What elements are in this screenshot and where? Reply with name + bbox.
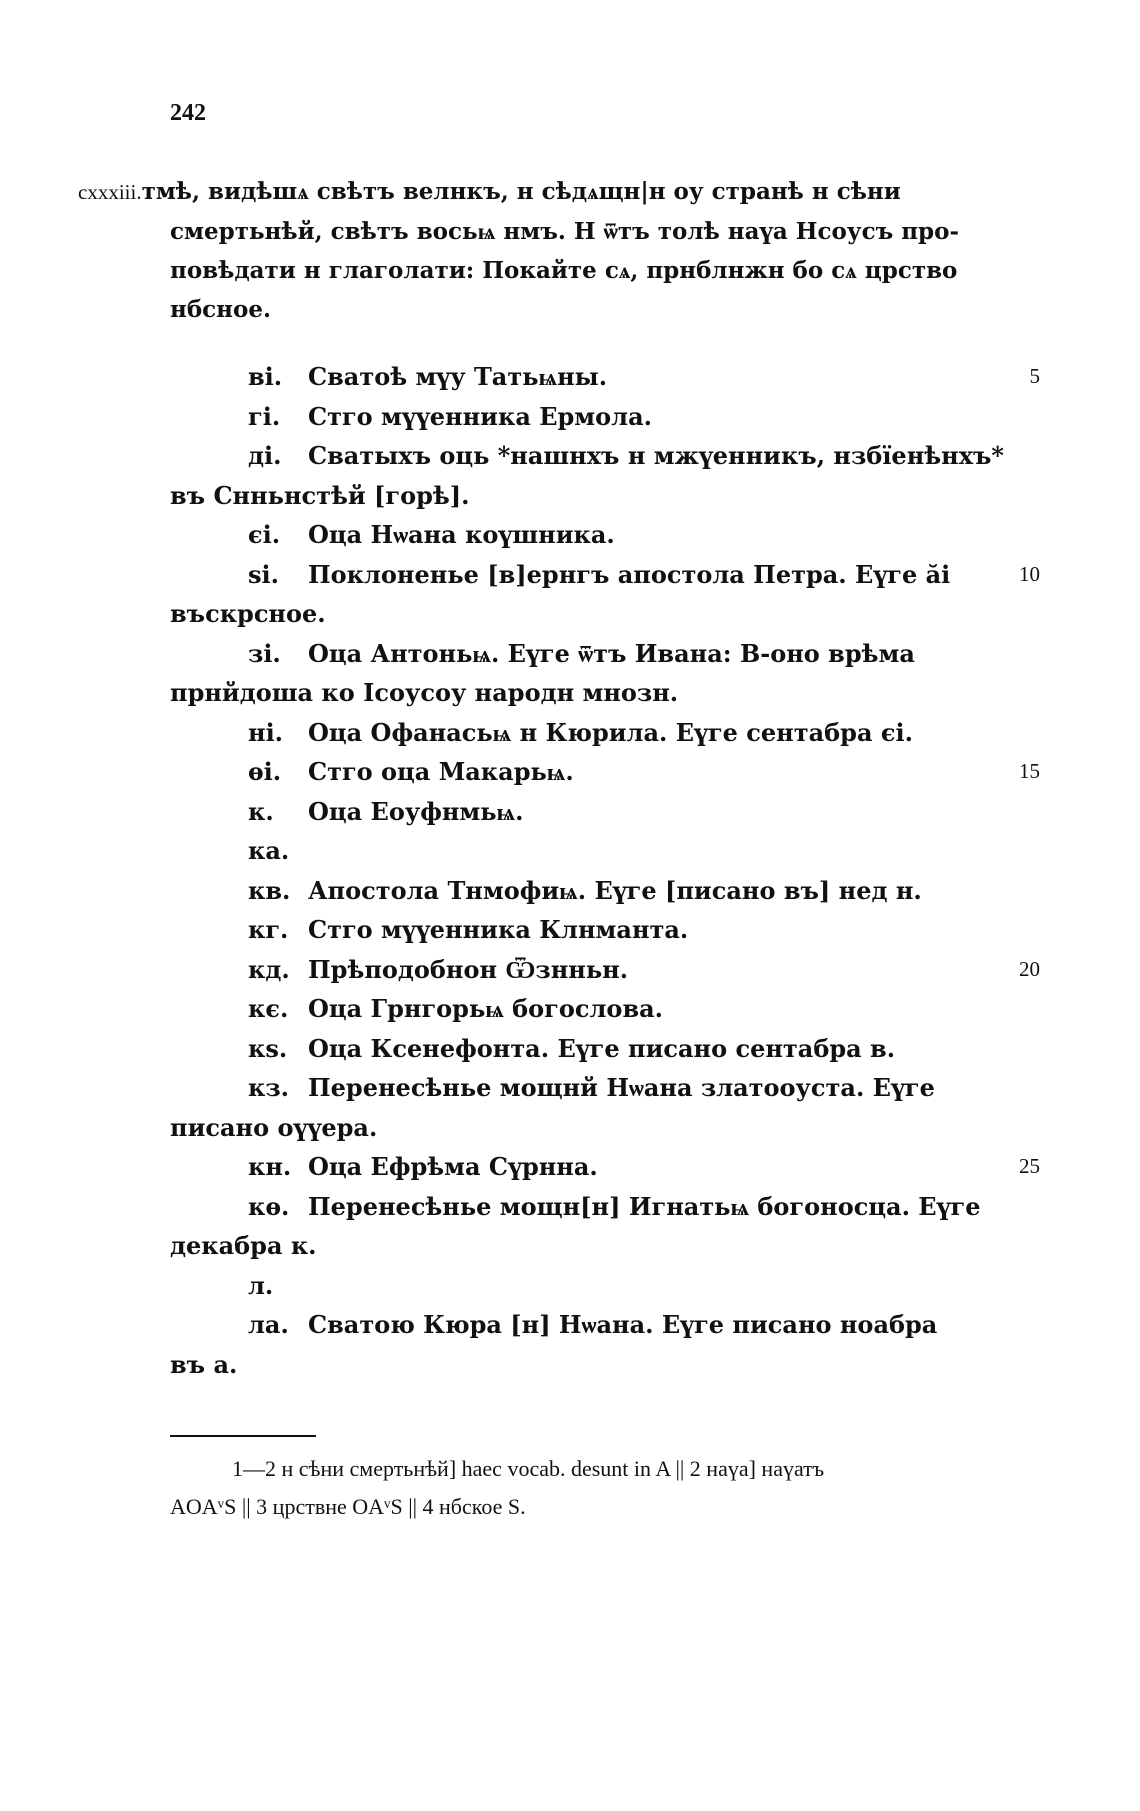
entry-line xyxy=(170,910,1040,950)
entry-text: Стго мүүенника Ермола. xyxy=(308,401,652,431)
page-number: 242 xyxy=(170,100,206,126)
entry-number: лa. xyxy=(248,1310,289,1339)
entry-text: Стго мүүенника Клнманта. xyxy=(308,915,689,944)
entry-line xyxy=(170,476,1040,516)
entry-number: кв. xyxy=(248,875,291,905)
entry-text: въскрсное. xyxy=(170,599,326,628)
entry-text: прнйдоша ко Iсоусоу народн мнозн. xyxy=(170,678,679,707)
entry-number: ѳi. xyxy=(248,757,282,786)
entry-line xyxy=(170,357,1040,397)
entry-number: кa. xyxy=(248,836,290,865)
entry-line xyxy=(170,1068,1040,1108)
entry-number: вi. xyxy=(248,362,283,391)
entry-line xyxy=(170,397,1040,437)
footnote-line: 1—2 н сѣни смертьнѣй] haec vocab. desunt in A || 2 наүа] наүатъ xyxy=(232,1456,825,1481)
entry-text: Оца Ефрѣма Сүрнна. xyxy=(308,1152,598,1181)
entry-number: нi. xyxy=(248,717,284,747)
entry-number: кн. xyxy=(248,1152,292,1181)
entry-line xyxy=(170,792,1040,832)
entry-text: Сватыхъ оць *нашнхъ н мжүенникъ, нзбїенѣнхъ* xyxy=(308,441,1004,470)
entry-text: Оца Еоуфнмьѩ. xyxy=(308,796,524,826)
entry-line xyxy=(170,1029,1040,1069)
entry-line xyxy=(170,1266,1040,1306)
calendar-entries xyxy=(170,357,1040,1384)
entry-line xyxy=(170,871,1040,911)
entry-text: Прѣподобнон Ѿзнньн. xyxy=(308,954,629,984)
entry-number: кз. xyxy=(248,1073,290,1102)
entry-line xyxy=(170,1305,1040,1345)
intro-line xyxy=(78,172,1038,212)
intro-line: нбсное. xyxy=(170,296,271,323)
entry-text: Оца Ксенефонта. Еүге писано сентабра в. xyxy=(308,1033,896,1063)
entry-number: зi. xyxy=(248,638,281,668)
entry-number: єi. xyxy=(248,520,281,549)
entry-text: Оца Офанасьѩ н Кюрила. Еүге сентабра єi. xyxy=(308,717,913,747)
line-number: 25 xyxy=(1019,1154,1040,1178)
intro-line: смертьнѣй, свѣтъ восьѩ нмъ. Н ѿтъ толѣ наүа Нсоусъ про- xyxy=(170,218,960,245)
entry-text: Оца Антоньѩ. Еүге ѿтъ Ивана: В-оно врѣма xyxy=(308,638,915,668)
entry-line xyxy=(170,436,1040,476)
footnote-rule xyxy=(170,1435,316,1437)
entry-line xyxy=(170,515,1040,555)
entry-text: Стго оца Макарьѩ. xyxy=(308,757,574,786)
entry-line xyxy=(170,673,1040,713)
entry-text: декабра к. xyxy=(170,1231,317,1260)
footnote-line: AOAᵛS || 3 црствне OAᵛS || 4 нбское S. xyxy=(170,1494,526,1519)
entry-text: Перенесѣнье мощнй Нѡана златооуста. Еүге xyxy=(308,1073,935,1102)
line-number: 10 xyxy=(1019,561,1040,586)
entry-line xyxy=(170,752,1040,792)
entry-line xyxy=(170,831,1040,871)
entry-line xyxy=(170,594,1040,634)
entry-line xyxy=(170,950,1040,990)
entry-line xyxy=(170,989,1040,1029)
entry-number: кѳ. xyxy=(248,1191,290,1221)
section-marker: cxxxiii. xyxy=(78,180,142,204)
entry-number: дi. xyxy=(248,441,282,470)
entry-text: Перенесѣнье мощн[н] Игнатьѩ богоносца. Еүге xyxy=(308,1191,981,1221)
entry-line xyxy=(170,1108,1040,1148)
line-number: 15 xyxy=(1019,759,1040,783)
entry-number: гi. xyxy=(248,401,281,431)
entry-line xyxy=(170,555,1040,595)
entry-number: кг. xyxy=(248,915,289,944)
entry-text: Сватоѣ мүу Татьѩны. xyxy=(308,362,608,391)
entry-text: писано оүүера. xyxy=(170,1112,378,1142)
intro-line: повѣдати н глаголати: Покайте сѧ, прнблнжн бо сѧ црство xyxy=(170,257,958,284)
intro-text: тмѣ, видѣшѧ свѣтъ велнкъ, н сѣдѧщн|н оу странѣ н сѣни xyxy=(141,178,901,205)
entry-text: Апостола Тнмофиѩ. Еүге [писано въ] нед н. xyxy=(308,875,922,905)
entry-number: л. xyxy=(248,1270,274,1300)
entry-line xyxy=(170,713,1040,753)
entry-text: Поклоненье [в]ернгъ апостола Петра. Еүге ăi xyxy=(308,559,951,589)
entry-line xyxy=(170,1226,1040,1266)
entry-line xyxy=(170,1345,1040,1385)
entry-number: к. xyxy=(248,796,274,826)
entry-text: Сватою Кюра [н] Нѡана. Еүге писано ноабра xyxy=(308,1310,938,1339)
entry-line xyxy=(170,1147,1040,1187)
entry-text: Оца Нѡана коүшника. xyxy=(308,520,615,549)
entry-text: въ а. xyxy=(170,1349,238,1379)
line-number: 5 xyxy=(1029,364,1040,388)
entry-number: ѕi. xyxy=(248,559,279,589)
entry-number: кє. xyxy=(248,994,289,1023)
entry-number: кѕ. xyxy=(248,1033,288,1063)
entry-number: кд. xyxy=(248,954,290,984)
line-number: 20 xyxy=(1019,956,1040,981)
entry-line xyxy=(170,634,1040,674)
footnote xyxy=(170,1450,1040,1526)
entry-text: въ Снньнстѣй [горѣ]. xyxy=(170,480,470,510)
intro-paragraph xyxy=(78,172,1038,329)
entry-text: Оца Грнгорьѩ богослова. xyxy=(308,994,664,1023)
entry-line xyxy=(170,1187,1040,1227)
